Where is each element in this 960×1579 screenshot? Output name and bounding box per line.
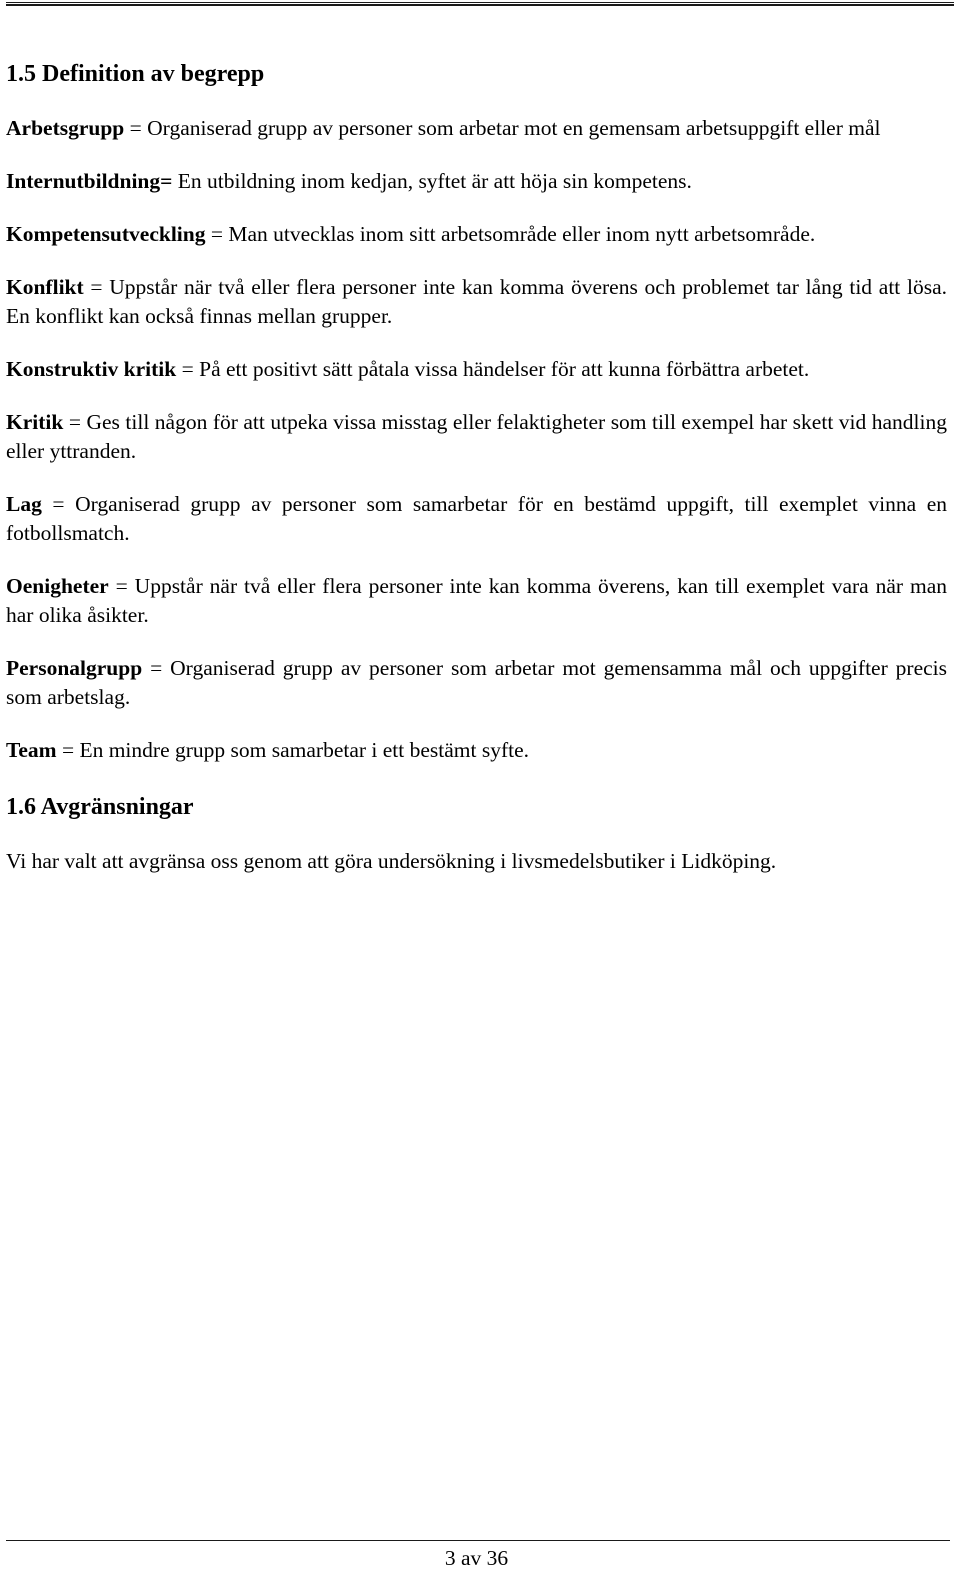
- definition-term: Arbetsgrupp: [6, 116, 125, 140]
- definition-kritik: [6, 408, 947, 466]
- section-heading-delimitations: 1.6 Avgränsningar: [6, 794, 194, 820]
- definition-text: = Uppstår när två eller flera personer inte kan komma överens, kan till exemplet vara när man har olika åsikter.: [6, 574, 947, 627]
- definition-term: Oenigheter: [6, 574, 109, 598]
- definition-text: = Organiserad grupp av personer som arbetar mot en gemensam arbetsuppgift eller mål: [124, 116, 881, 140]
- definition-term: Lag: [6, 492, 42, 516]
- section-heading-definitions: 1.5 Definition av begrepp: [6, 61, 265, 87]
- definition-term: Internutbildning=: [6, 169, 173, 193]
- document-body: [6, 58, 947, 876]
- definition-text: = En mindre grupp som samarbetar i ett bestämt syfte.: [56, 738, 530, 762]
- definition-term: Kritik: [6, 410, 64, 434]
- definition-arbetsgrupp: [6, 114, 947, 143]
- definition-lag: [6, 490, 947, 548]
- definition-term: Personalgrupp: [6, 656, 143, 680]
- definition-konstruktiv-kritik: [6, 355, 947, 384]
- definition-text: = På ett positivt sätt påtala vissa händelser för att kunna förbättra arbetet.: [176, 357, 810, 381]
- definition-internutbildning: [6, 167, 947, 196]
- definition-term: Konflikt: [6, 275, 84, 299]
- definition-text: = Organiserad grupp av personer som arbetar mot gemensamma mål och uppgifter precis som arbetslag.: [6, 656, 947, 709]
- definition-personalgrupp: [6, 654, 947, 712]
- page-number: 3 av 36: [444, 1546, 509, 1570]
- definition-text: = Man utvecklas inom sitt arbetsområde eller inom nytt arbetsområde.: [205, 222, 816, 246]
- definition-text: = Ges till någon för att utpeka vissa misstag eller felaktigheter som till exempel har skett vid handling eller yttranden.: [6, 410, 947, 463]
- delimitations-paragraph: Vi har valt att avgränsa oss genom att göra undersökning i livsmedelsbutiker i Lidköping.: [6, 849, 777, 873]
- definition-text: = Uppstår när två eller flera personer inte kan komma överens och problemet tar lång tid att lösa. En konflikt kan också finnas mellan grupper.: [6, 275, 947, 328]
- definition-text: En utbildning inom kedjan, syftet är att höja sin kompetens.: [172, 169, 692, 193]
- definition-oenigheter: [6, 572, 947, 630]
- definition-term: Konstruktiv kritik: [6, 357, 177, 381]
- definition-kompetensutveckling: [6, 220, 947, 249]
- definition-text: = Organiserad grupp av personer som samarbetar för en bestämd uppgift, till exemplet vinna en fotbollsmatch.: [6, 492, 947, 545]
- footer-rule: [6, 1540, 950, 1541]
- definition-term: Team: [6, 738, 57, 762]
- header-rule: [6, 2, 954, 6]
- definition-team: [6, 736, 947, 765]
- definition-konflikt: [6, 273, 947, 331]
- definition-term: Kompetensutveckling: [6, 222, 206, 246]
